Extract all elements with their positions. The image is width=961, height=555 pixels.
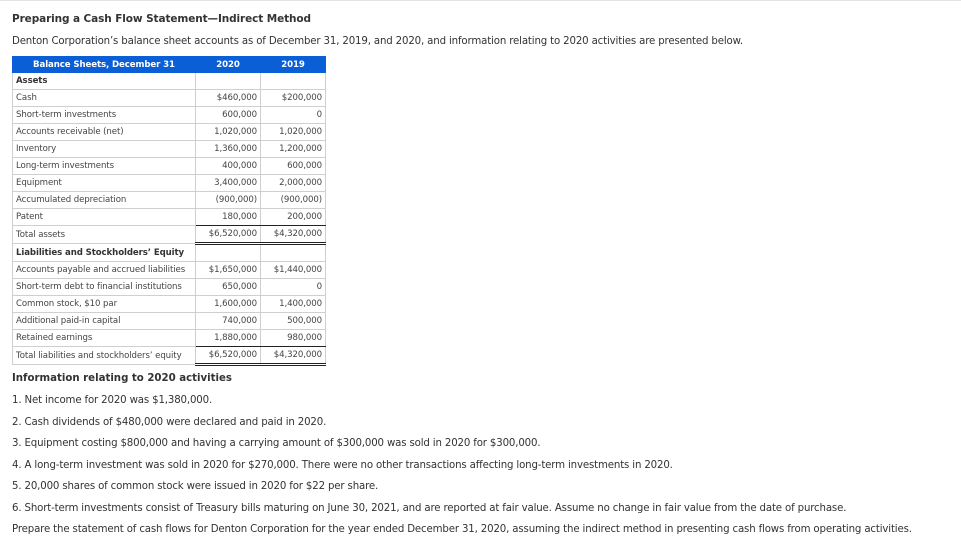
table-row xyxy=(13,313,326,330)
info-item-4: 4. A long-term investment was sold in 2020 for $270,000. There were no other transactions affecting long-term investments in 2020. xyxy=(12,460,673,471)
row-label: Long-term investments xyxy=(13,158,196,175)
balance-sheet-table xyxy=(12,56,326,366)
value-2019: $4,320,000 xyxy=(261,347,326,365)
header-2019: 2019 xyxy=(261,57,326,73)
info-item-3: 3. Equipment costing $800,000 and having a carrying amount of $300,000 was sold in 2020 for $300,000. xyxy=(12,438,541,449)
value-2020: $6,520,000 xyxy=(196,347,261,365)
value-2020: 1,880,000 xyxy=(196,330,261,347)
row-label: Additional paid-in capital xyxy=(13,313,196,330)
value-2019: 500,000 xyxy=(261,313,326,330)
info-item-1: 1. Net income for 2020 was $1,380,000. xyxy=(12,395,213,406)
row-label: Accounts receivable (net) xyxy=(13,124,196,141)
row-label: Inventory xyxy=(13,141,196,158)
row-label: Accounts payable and accrued liabilities xyxy=(13,262,196,279)
info-item-2: 2. Cash dividends of $480,000 were declared and paid in 2020. xyxy=(12,417,327,428)
table-row xyxy=(13,296,326,313)
header-2020: 2020 xyxy=(196,57,261,73)
value-2019: $200,000 xyxy=(261,90,326,107)
value-2020: 1,360,000 xyxy=(196,141,261,158)
row-label: Total liabilities and stockholders’ equity xyxy=(13,347,196,365)
value-2020: 740,000 xyxy=(196,313,261,330)
table-header-row xyxy=(13,57,326,73)
value-2020: 1,020,000 xyxy=(196,124,261,141)
value-2020: $6,520,000 xyxy=(196,226,261,244)
table-row xyxy=(13,158,326,175)
page-title: Preparing a Cash Flow Statement—Indirect Method xyxy=(12,13,311,25)
value-2019: 1,200,000 xyxy=(261,141,326,158)
row-label: Cash xyxy=(13,90,196,107)
table-row xyxy=(13,209,326,226)
value-2019: 2,000,000 xyxy=(261,175,326,192)
row-label: Patent xyxy=(13,209,196,226)
info-item-6: 6. Short-term investments consist of Treasury bills maturing on June 30, 2021, and are reported at fair value. Assume no change in fair value from the date of purchase. xyxy=(12,503,847,514)
value-2020: $460,000 xyxy=(196,90,261,107)
table-row xyxy=(13,279,326,296)
row-label: Common stock, $10 par xyxy=(13,296,196,313)
value-2020: 3,400,000 xyxy=(196,175,261,192)
top-divider xyxy=(0,0,961,1)
value-2019: 200,000 xyxy=(261,209,326,226)
value-2019: 980,000 xyxy=(261,330,326,347)
row-label: Short-term debt to financial institutions xyxy=(13,279,196,296)
row-label: Equipment xyxy=(13,175,196,192)
row-label: Accumulated depreciation xyxy=(13,192,196,209)
intro-text: Denton Corporation’s balance sheet accounts as of December 31, 2019, and 2020, and information relating to 2020 activities are presented below. xyxy=(12,36,743,47)
value-2020: 180,000 xyxy=(196,209,261,226)
value-2019: 1,020,000 xyxy=(261,124,326,141)
section-row-assets xyxy=(13,73,326,90)
value-2020: 600,000 xyxy=(196,107,261,124)
info-heading: Information relating to 2020 activities xyxy=(12,373,232,384)
section-heading: Liabilities and Stockholders’ Equity xyxy=(13,244,196,262)
value-2019: 600,000 xyxy=(261,158,326,175)
table-row xyxy=(13,192,326,209)
value-2019: 0 xyxy=(261,107,326,124)
value-2020: 400,000 xyxy=(196,158,261,175)
value-2020: 650,000 xyxy=(196,279,261,296)
table-row xyxy=(13,141,326,158)
value-2019: $4,320,000 xyxy=(261,226,326,244)
value-2019: $1,440,000 xyxy=(261,262,326,279)
row-label: Total assets xyxy=(13,226,196,244)
header-label: Balance Sheets, December 31 xyxy=(13,57,196,73)
section-row-liabilities xyxy=(13,244,326,262)
table-row xyxy=(13,124,326,141)
instruction-text: Prepare the statement of cash flows for Denton Corporation for the year ended December 31, 2020, assuming the indirect method in presenting cash flows from operating activities. xyxy=(12,524,912,535)
table-row xyxy=(13,262,326,279)
row-label: Short-term investments xyxy=(13,107,196,124)
value-2019: 1,400,000 xyxy=(261,296,326,313)
section-heading: Assets xyxy=(13,73,196,90)
table-row xyxy=(13,90,326,107)
value-2019: (900,000) xyxy=(261,192,326,209)
value-2020: $1,650,000 xyxy=(196,262,261,279)
value-2019: 0 xyxy=(261,279,326,296)
table-row xyxy=(13,175,326,192)
total-liabilities-equity-row xyxy=(13,347,326,365)
total-assets-row xyxy=(13,226,326,244)
value-2020: (900,000) xyxy=(196,192,261,209)
info-item-5: 5. 20,000 shares of common stock were issued in 2020 for $22 per share. xyxy=(12,481,379,492)
table-row xyxy=(13,330,326,347)
table-row xyxy=(13,107,326,124)
value-2020: 1,600,000 xyxy=(196,296,261,313)
row-label: Retained earnings xyxy=(13,330,196,347)
